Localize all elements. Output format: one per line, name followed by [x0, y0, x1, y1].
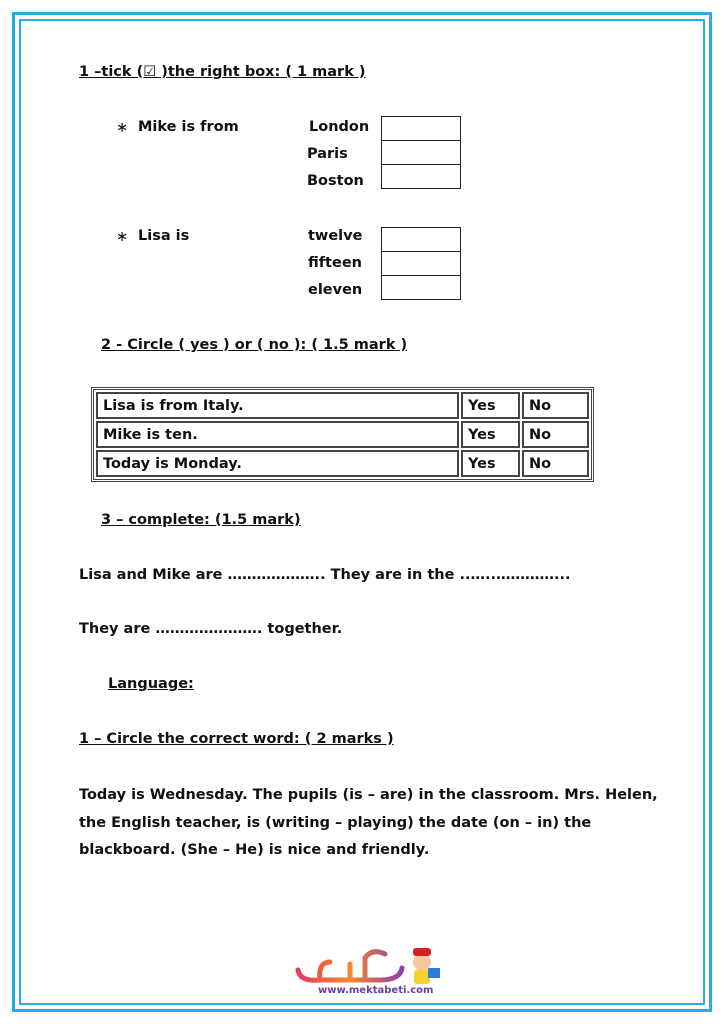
tick-box[interactable] [382, 165, 460, 188]
logo-url: www.mektabeti.com [318, 985, 434, 996]
statement-cell: Today is Monday. [96, 450, 459, 477]
option-label: twelve [308, 228, 363, 244]
language-heading: Language: [108, 676, 194, 692]
tick-box[interactable] [382, 252, 460, 276]
section1-heading: 1 –tick (☑ )the right box: ( 1 mark ) [79, 64, 366, 80]
mektabeti-logo [290, 940, 450, 1000]
language-q1-heading: 1 – Circle the correct word: ( 2 marks ) [79, 731, 394, 747]
tick-box[interactable] [382, 228, 460, 252]
yes-cell[interactable]: Yes [461, 421, 520, 448]
option-label: London [309, 119, 370, 135]
question-prompt: Lisa is [138, 228, 190, 244]
bullet-icon: ∗ [116, 120, 129, 136]
tick-boxes [381, 116, 461, 189]
no-cell[interactable]: No [522, 392, 589, 419]
section2-heading: 2 - Circle ( yes ) or ( no ): ( 1.5 mark ) [101, 337, 408, 353]
tick-box[interactable] [382, 141, 460, 165]
statement-cell: Lisa is from Italy. [96, 392, 459, 419]
question-prompt: Mike is from [138, 119, 239, 135]
complete-line-1: Lisa and Mike are ……………….. They are in the ..…..…………... [79, 567, 571, 583]
option-label: fifteen [308, 255, 362, 271]
bullet-icon: ∗ [116, 229, 129, 245]
circle-word-paragraph: Today is Wednesday. The pupils (is – are) in the classroom. Mrs. Helen, the English teacher, is (writing – playing) the date (on – in) the blackboard. (She – He) is nice and friendly. [79, 787, 658, 858]
table-row [96, 421, 589, 448]
yes-cell[interactable]: Yes [461, 392, 520, 419]
complete-line-2: They are …………………. together. [79, 621, 343, 637]
statement-cell: Mike is ten. [96, 421, 459, 448]
option-label: eleven [308, 282, 363, 298]
yes-cell[interactable]: Yes [461, 450, 520, 477]
no-cell[interactable]: No [522, 421, 589, 448]
yes-no-table [91, 387, 594, 482]
tick-box[interactable] [382, 117, 460, 141]
option-label: Boston [307, 173, 364, 189]
section3-heading: 3 – complete: (1.5 mark) [101, 512, 301, 528]
option-label: Paris [307, 146, 348, 162]
table-row [96, 392, 589, 419]
tick-boxes [381, 227, 461, 300]
no-cell[interactable]: No [522, 450, 589, 477]
tick-box[interactable] [382, 276, 460, 299]
table-row [96, 450, 589, 477]
